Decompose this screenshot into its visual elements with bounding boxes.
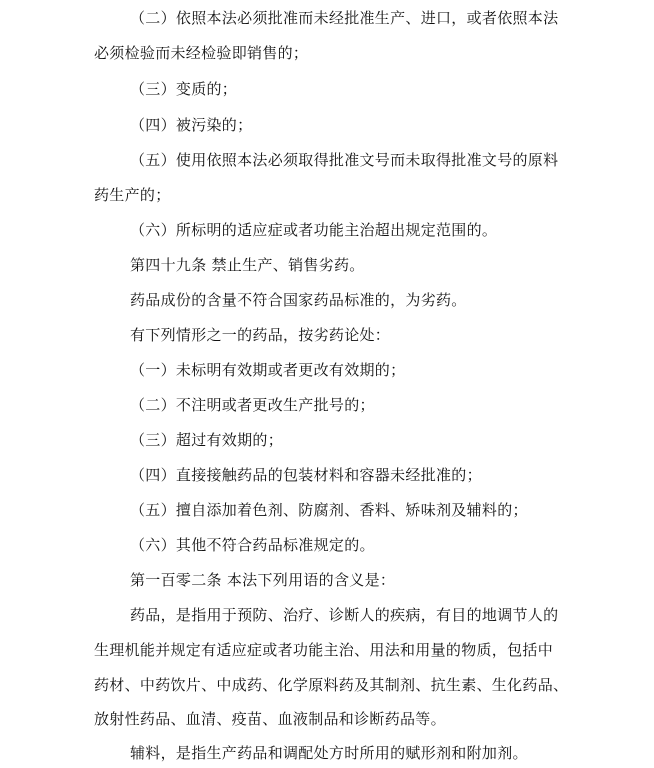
text-line: 药生产的； [94, 186, 171, 204]
text-line: 药品，是指用于预防、治疗、诊断人的疾病，有目的地调节人的 [130, 606, 559, 624]
text-line: 有下列情形之一的药品，按劣药论处： [130, 326, 391, 344]
text-line: （四）直接接触药品的包装材料和容器未经批准的； [130, 466, 482, 484]
text-line: （四）被污染的； [130, 116, 253, 134]
text-line: 必须检验而未经检验即销售的； [94, 44, 309, 62]
text-line: （二）依照本法必须批准而未经批准生产、进口，或者依照本法 [130, 9, 559, 27]
text-line: （二）不注明或者更改生产批号的； [130, 396, 375, 414]
text-line: （六）其他不符合药品标准规定的。 [130, 536, 375, 554]
text-line: 药品成份的含量不符合国家药品标准的，为劣药。 [130, 291, 467, 309]
text-line: （三）超过有效期的； [130, 431, 284, 449]
text-line: （三）变质的； [130, 80, 238, 98]
article-heading: 第四十九条 禁止生产、销售劣药。 [130, 256, 365, 274]
article-heading: 第一百零二条 本法下列用语的含义是： [130, 571, 396, 589]
text-line: （五）使用依照本法必须取得批准文号而未取得批准文号的原料 [130, 151, 559, 169]
text-line: 生理机能并规定有适应症或者功能主治、用法和用量的物质，包括中 [94, 641, 554, 659]
text-line: （五）擅自添加着色剂、防腐剂、香料、矫味剂及辅料的； [130, 501, 528, 519]
text-line: 辅料，是指生产药品和调配处方时所用的赋形剂和附加剂。 [130, 744, 528, 762]
text-line: （六）所标明的适应症或者功能主治超出规定范围的。 [130, 221, 498, 239]
text-line: （一）未标明有效期或者更改有效期的； [130, 361, 406, 379]
text-line: 药材、中药饮片、中成药、化学原料药及其制剂、抗生素、生化药品、 [94, 676, 569, 694]
text-line: 放射性药品、血清、疫苗、血液制品和诊断药品等。 [94, 710, 446, 728]
